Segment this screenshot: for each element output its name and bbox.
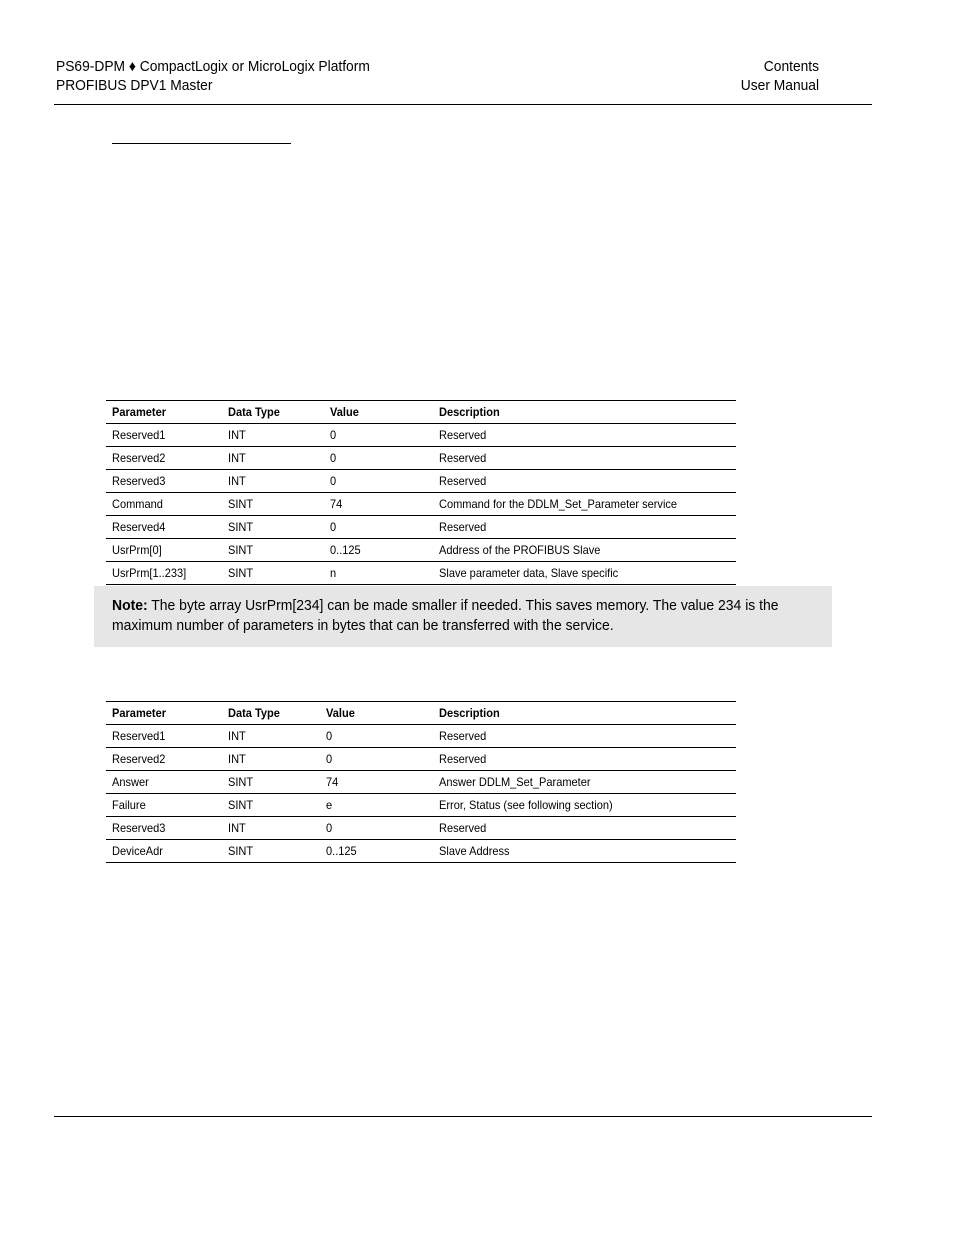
header-section-name: Contents	[763, 58, 819, 75]
description-cell: Answer DDLM_Set_Parameter	[439, 775, 591, 789]
note-text: The byte array UsrPrm[234] can be made smaller if needed. This saves memory. The value 234 is the maximum number of parameters in bytes that can be transferred with the service.	[112, 597, 779, 634]
data-type-cell: SINT	[228, 798, 254, 812]
value-cell: 0	[330, 451, 337, 465]
page-header-right	[741, 57, 819, 95]
table-row	[106, 840, 736, 863]
table-header-row	[106, 702, 736, 725]
request-parameter-table	[106, 400, 736, 585]
table-row	[106, 562, 736, 585]
column-header: Data Type	[222, 702, 320, 725]
description-cell: Reserved	[439, 821, 487, 835]
column-header: Parameter	[106, 702, 222, 725]
column-header: Description	[433, 702, 736, 725]
parameter-cell: Reserved1	[112, 729, 166, 743]
parameter-cell: Reserved3	[112, 474, 166, 488]
data-type-cell: INT	[228, 821, 246, 835]
parameter-cell: DeviceAdr	[112, 844, 163, 858]
description-cell: Reserved	[439, 520, 487, 534]
description-cell: Address of the PROFIBUS Slave	[439, 543, 601, 557]
description-cell: Command for the DDLM_Set_Parameter service	[439, 497, 678, 511]
data-type-cell: SINT	[228, 844, 254, 858]
parameter-cell: Answer	[112, 775, 149, 789]
description-cell: Reserved	[439, 428, 487, 442]
header-product-subtitle: PROFIBUS DPV1 Master	[56, 77, 213, 94]
parameter-cell: Reserved3	[112, 821, 166, 835]
column-header: Description	[433, 401, 736, 424]
footer-divider	[54, 1116, 872, 1117]
description-cell: Reserved	[439, 729, 487, 743]
header-product-title: PS69-DPM ♦ CompactLogix or MicroLogix Platform	[56, 58, 370, 75]
parameter-cell: Failure	[112, 798, 146, 812]
table-row	[106, 539, 736, 562]
data-type-cell: SINT	[228, 497, 254, 511]
table-row	[106, 447, 736, 470]
value-cell: 0	[326, 729, 333, 743]
description-cell: Slave parameter data, Slave specific	[439, 566, 619, 580]
table-row	[106, 470, 736, 493]
column-header: Value	[320, 702, 433, 725]
parameter-cell: Command	[112, 497, 163, 511]
value-cell: 0	[326, 821, 333, 835]
value-cell: 0	[326, 752, 333, 766]
response-parameter-table	[106, 701, 736, 863]
page-header-left	[56, 57, 370, 95]
parameter-cell: Reserved2	[112, 752, 166, 766]
table-row	[106, 516, 736, 539]
data-type-cell: INT	[228, 752, 246, 766]
header-document-type: User Manual	[740, 77, 819, 94]
note-box	[94, 586, 832, 647]
value-cell: 0	[330, 428, 337, 442]
parameter-cell: UsrPrm[1..233]	[112, 566, 187, 580]
header-divider	[54, 104, 872, 105]
parameter-cell: Reserved4	[112, 520, 166, 534]
value-cell: 74	[326, 775, 339, 789]
data-type-cell: SINT	[228, 520, 254, 534]
table-row	[106, 794, 736, 817]
value-cell: 74	[330, 497, 343, 511]
column-header: Data Type	[222, 401, 324, 424]
table-header-row	[106, 401, 736, 424]
parameter-cell: Reserved2	[112, 451, 166, 465]
value-cell: n	[330, 566, 337, 580]
value-cell: 0..125	[326, 844, 357, 858]
value-cell: 0	[330, 474, 337, 488]
data-type-cell: INT	[228, 428, 246, 442]
table-row	[106, 817, 736, 840]
data-type-cell: INT	[228, 474, 246, 488]
table-row	[106, 771, 736, 794]
description-cell: Slave Address	[439, 844, 510, 858]
description-cell: Reserved	[439, 474, 487, 488]
data-type-cell: SINT	[228, 543, 254, 557]
description-cell: Reserved	[439, 451, 487, 465]
value-cell: 0..125	[330, 543, 361, 557]
data-type-cell: SINT	[228, 566, 254, 580]
table-row	[106, 424, 736, 447]
description-cell: Reserved	[439, 752, 487, 766]
value-cell: e	[326, 798, 333, 812]
parameter-cell: Reserved1	[112, 428, 166, 442]
data-type-cell: INT	[228, 729, 246, 743]
table-row	[106, 748, 736, 771]
column-header: Value	[324, 401, 433, 424]
note-label: Note:	[112, 597, 148, 614]
data-type-cell: INT	[228, 451, 246, 465]
description-cell: Error, Status (see following section)	[439, 798, 613, 812]
table-row	[106, 725, 736, 748]
value-cell: 0	[330, 520, 337, 534]
column-header: Parameter	[106, 401, 222, 424]
parameter-cell: UsrPrm[0]	[112, 543, 162, 557]
data-type-cell: SINT	[228, 775, 254, 789]
section-heading-rule	[112, 143, 291, 144]
table-row	[106, 493, 736, 516]
